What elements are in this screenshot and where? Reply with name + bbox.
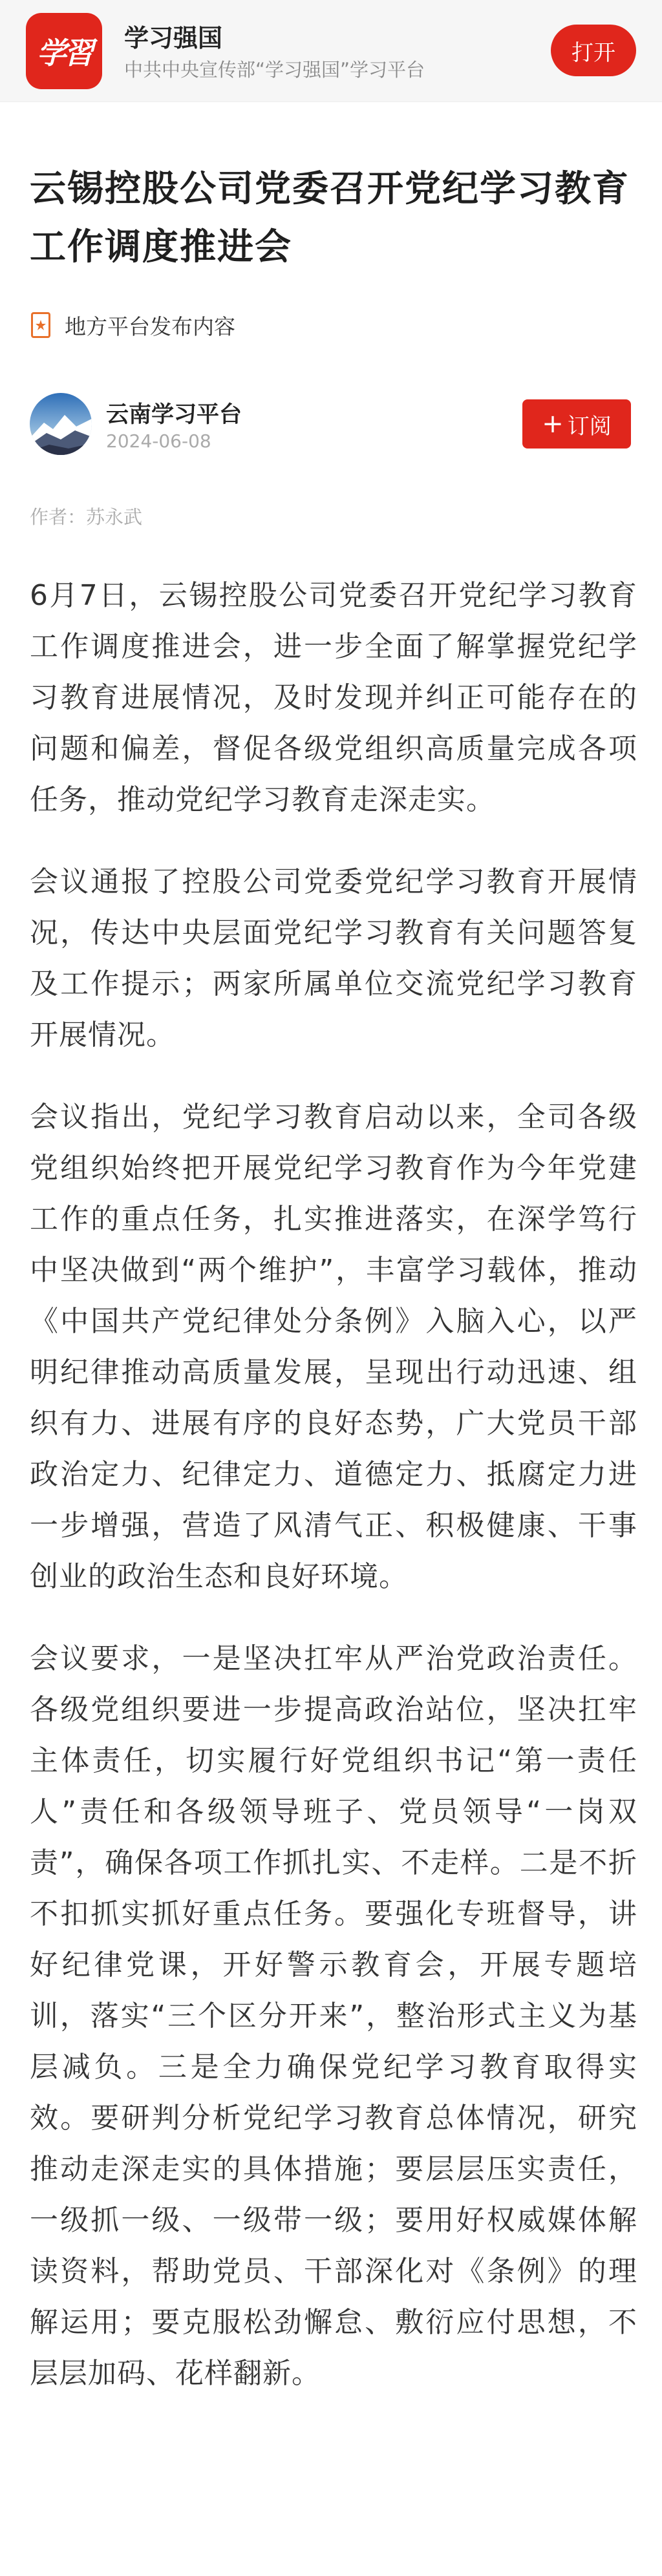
paragraph: 会议通报了控股公司党委党纪学习教育开展情况，传达中央层面党纪学习教育有关问题答复及工作提示；两家所属单位交流党纪学习教育开展情况。: [30, 865, 637, 1051]
badge-icon: [31, 312, 50, 338]
app-title: 学习强国: [124, 24, 223, 52]
publish-date: 2024-06-08: [106, 430, 211, 452]
author-avatar[interactable]: [30, 393, 92, 455]
article-body: [30, 570, 637, 2430]
paragraph: 会议指出，党纪学习教育启动以来，全司各级党组织始终把开展党纪学习教育作为今年党建工作的重点任务，扎实推进落实，在深学笃行中坚决做到“两个维护”，丰富学习载体，推动《中国共产党纪律处分条例》入脑入心，以严明纪律推动高质量发展，呈现出行动迅速、组织有力、进展有序的良好态势，广大党员干部政治定力、纪律定力、道德定力、抵腐定力进一步增强，营造了风清气正、积极健康、干事创业的政治生态和良好环境。: [30, 1101, 637, 1593]
paragraph: 6月7日，云锡控股公司党委召开党纪学习教育工作调度推进会，进一步全面了解掌握党纪学习教育进展情况，及时发现并纠正可能存在的问题和偏差，督促各级党组织高质量完成各项任务，推动党纪学习教育走深走实。: [30, 579, 637, 816]
open-app-button[interactable]: 打开: [551, 25, 636, 76]
app-subtitle: 中共中央宣传部“学习强国”学习平台: [124, 59, 425, 81]
byline: 作者：苏永武: [30, 506, 143, 528]
author-name[interactable]: 云南学习平台: [106, 402, 242, 428]
source-row: [31, 309, 235, 341]
paragraph: 会议要求，一是坚决扛牢从严治党政治责任。各级党组织要进一步提高政治站位，坚决扛牢主体责任，切实履行好党组织书记“第一责任人”责任和各级领导班子、党员领导“一岗双责”，确保各项工作抓扎实、不走样。二是不折不扣抓实抓好重点任务。要强化专班督导，讲好纪律党课，开好警示教育会，开展专题培训，落实“三个区分开来”，整治形式主义为基层减负。三是全力确保党纪学习教育取得实效。要研判分析党纪学习教育总体情况，研究推动走深走实的具体措施；要层层压实责任，一级抓一级、一级带一级；要用好权威媒体解读资料，帮助党员、干部深化对《条例》的理解运用；要克服松劲懈怠、敷衍应付思想，不层层加码、花样翻新。: [30, 1642, 637, 2390]
plus-icon: +: [542, 409, 564, 439]
subscribe-label: 订阅: [567, 413, 612, 439]
subscribe-button[interactable]: [522, 399, 631, 449]
source-label: 地方平台发布内容: [65, 313, 235, 339]
article-title: 云锡控股公司党委召开党纪学习教育工作调度推进会: [30, 168, 630, 268]
app-logo: 学習: [26, 13, 102, 89]
app-download-banner: [0, 0, 662, 102]
